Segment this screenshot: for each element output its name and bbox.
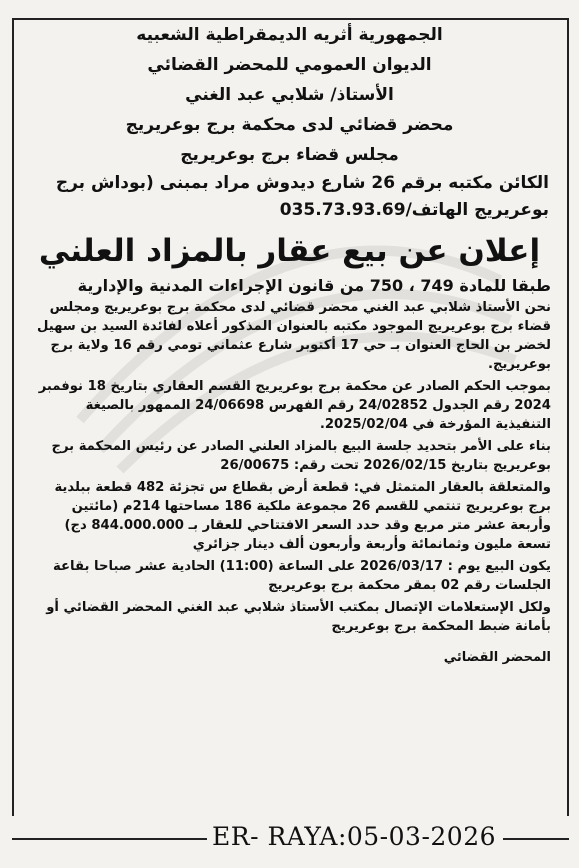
header-phone: بوعريريج الهاتف/035.73.93.69 xyxy=(279,200,549,220)
header-republic: الجمهورية أثريه الديمقراطية الشعبيه xyxy=(136,25,443,45)
notice-title: إعلان عن بيع عقار بالمزاد العلني xyxy=(38,233,541,269)
header-council: مجلس قضاء برج بوعريريج xyxy=(180,145,399,165)
body-paragraph-intro: نحن الأستاذ شلابي عبد الغني محضر قضائي لدى محكمة برج بوعريريج ومجلس قضاء برج بوعريريج الموجود مكتبه بالعنوان المذكور أعلاه لفائدة السيد بن سهيل لخضر بن الحاج العنوان بـ حي 17 أكتوبر شارع عثماني تومي رقم 16 ولاية برج بوعريريج. xyxy=(36,300,551,372)
signature: المحضر القضائي xyxy=(443,650,551,665)
footer-rule-right xyxy=(503,838,569,840)
header-court: محضر قضائي لدى محكمة برج بوعريريج xyxy=(125,115,454,135)
notice-subtitle: طبقا للمادة 749 ، 750 من قانون الإجراءات المدنية والإدارية xyxy=(77,276,551,295)
notice-content xyxy=(8,6,571,665)
footer xyxy=(0,822,579,856)
header-bailiff-name: الأستاذ/ شلابي عبد الغني xyxy=(185,85,394,105)
notice-body xyxy=(22,298,557,636)
header-address: الكائن مكتبه برقم 26 شارع ديدوش مراد بمبنى (بوداش برج xyxy=(55,173,549,193)
body-paragraph-judgment: بموجب الحكم الصادر عن محكمة برج بوعريريج القسم العقاري بتاريخ 18 نوفمبر 2024 رقم الجدول 24/02852 رقم الفهرس 24/06698 الممهور بالصيغة التنفيذية المؤرخة في 2025/02/04. xyxy=(38,379,551,432)
header-office: الديوان العمومي للمحضر القضائي xyxy=(147,55,432,75)
body-paragraph-contact: ولكل الإستعلامات الإتصال بمكتب الأستاذ شلابي عبد الغني المحضر القضائي أو بأمانة ضبط المحكمة برج بوعريريج xyxy=(46,600,551,634)
body-paragraph-property: والمتعلقة بالعقار المتمثل في: قطعة أرض بقطاع س تجزئة 482 قطعة ببلدية برج بوعريريج تنتمي للقسم 26 مجموعة ملكية 186 مساحتها 214م (مائتين وأربعة عشر متر مربع وقد حدد السعر الافتتاحي للعقار بـ 844.000.000 دج) تسعة مليون وثمانمائة وأربعة وأربعون ألف دينار جزائري xyxy=(54,480,551,552)
body-paragraph-order: بناء على الأمر بتحديد جلسة البيع بالمزاد العلني الصادر عن رئيس المحكمة برج بوعريريج بتاريخ 2026/02/15 تحت رقم: 26/00675 xyxy=(51,439,551,473)
publication-reference: ER- RAYA:05-03-2026 xyxy=(212,822,497,851)
body-paragraph-sale-date: يكون البيع يوم : 2026/03/17 على الساعة (11:00) الحادية عشر صباحا بقاعة الجلسات رقم 02 بمقر محكمة برج بوعريريج xyxy=(53,559,551,593)
footer-rule-left xyxy=(12,838,207,840)
